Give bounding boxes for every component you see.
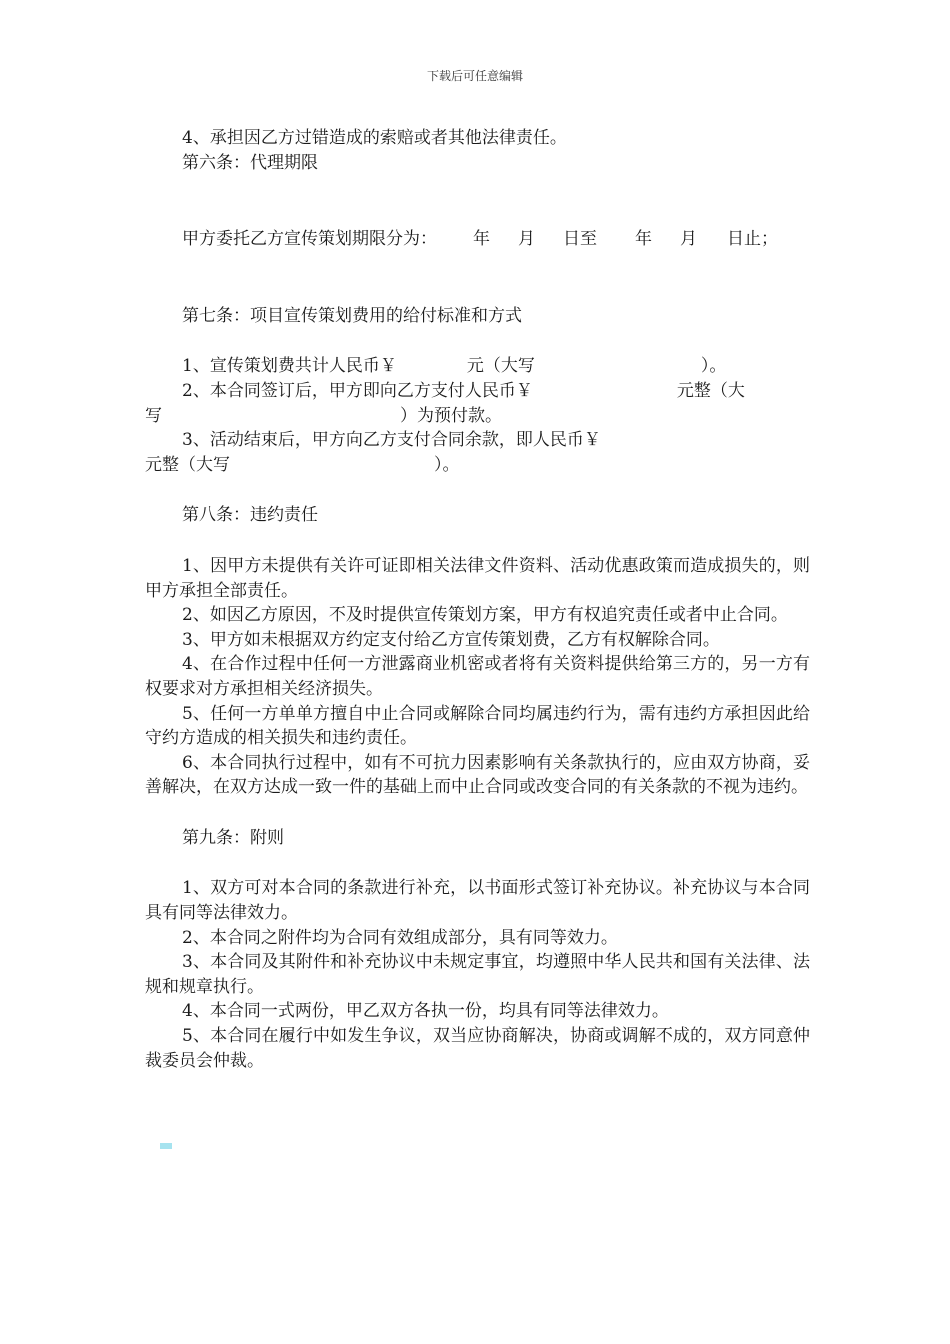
art6-day-end: 日止；	[727, 229, 778, 250]
art6-month2: 月	[680, 229, 697, 250]
art6-month: 月	[518, 229, 535, 250]
art7-title: 第七条：项目宣传策划费用的给付标准和方式	[182, 305, 522, 326]
art9-item: 3、本合同及其附件和补充协议中未规定事宜，均遵照中华人民共和国有关法律、法规和规章执行。	[145, 952, 810, 997]
art9-item: 1、双方可对本合同的条款进行补充，以书面形式签订补充协议。补充协议与本合同具有同等法律效力。	[145, 878, 810, 924]
art7-item2-a: 2、本合同签订后，甲方即向乙方支付人民币￥	[182, 380, 533, 401]
art7-item2-d: ）为预付款。	[400, 405, 502, 426]
art7-item3-b: 元整（大写	[145, 454, 230, 475]
art6-year2: 年	[635, 229, 652, 250]
art7-item1-b: 元（大写	[466, 356, 535, 377]
art8-item: 4、在合作过程中任何一方泄露商业机密或者将有关资料提供给第三方的，另一方有权要求对方承担相关经济损失。	[145, 654, 810, 699]
art8-item: 2、如因乙方原因，不及时提供宣传策划方案，甲方有权追究责任或者中止合同。	[182, 605, 788, 626]
art6-term-line	[145, 227, 810, 252]
art7-item3-c: ）。	[434, 454, 460, 475]
art7-item2-b: 元整（大	[676, 380, 745, 401]
art9-item: 4、本合同一式两份，甲乙双方各执一份，均具有同等法律效力。	[182, 1001, 669, 1022]
page-header: 下载后可任意编辑	[426, 69, 523, 83]
art5-item-4: 4、承担因乙方过错造成的索赔或者其他法律责任。	[182, 128, 567, 148]
art8-title: 第八条：违约责任	[182, 505, 318, 526]
art9-item: 5、本合同在履行中如发生争议，双当应协商解决，协商或调解不成的，双方同意仲裁委员会仲裁。	[145, 1026, 810, 1071]
art7-item-3	[145, 428, 810, 453]
highlight-marker	[160, 1143, 172, 1149]
art6-day-to: 日至	[563, 229, 597, 250]
art8-item: 3、甲方如未根据双方约定支付给乙方宣传策划费，乙方有权解除合同。	[182, 629, 720, 650]
art6-title: 第六条：代理期限	[182, 152, 318, 173]
art7-item-1	[145, 354, 810, 379]
art8-item: 6、本合同执行过程中，如有不可抗力因素影响有关条款执行的，应由双方协商，妥善解决，在双方达成一致一件的基础上而中止合同或改变合同的有关条款的不视为违约。	[145, 752, 810, 798]
art7-item1-c: ）。	[700, 356, 727, 377]
art6-year: 年	[473, 229, 490, 250]
art8-item: 5、任何一方单单方擅自中止合同或解除合同均属违约行为，需有违约方承担因此给守约方造成的相关损失和违约责任。	[145, 703, 810, 749]
art8-item: 1、因甲方未提供有关许可证即相关法律文件资料、活动优惠政策而造成损失的，则甲方承担全部责任。	[145, 555, 810, 601]
art7-item-3-cont	[145, 453, 810, 478]
art7-item3-a: 3、活动结束后，甲方向乙方支付合同余款，即人民币￥	[182, 430, 601, 451]
art9-item: 2、本合同之附件均为合同有效组成部分，具有同等效力。	[182, 927, 618, 948]
contract-body	[145, 126, 810, 1073]
art6-lead: 甲方委托乙方宣传策划期限分为：	[182, 229, 437, 250]
art7-item2-c: 写	[145, 405, 162, 426]
art9-title: 第九条：附则	[182, 827, 284, 848]
art7-item-2-cont	[145, 404, 810, 429]
art7-item1-a: 1、宣传策划费共计人民币￥	[182, 356, 397, 377]
art7-item-2	[145, 379, 810, 404]
